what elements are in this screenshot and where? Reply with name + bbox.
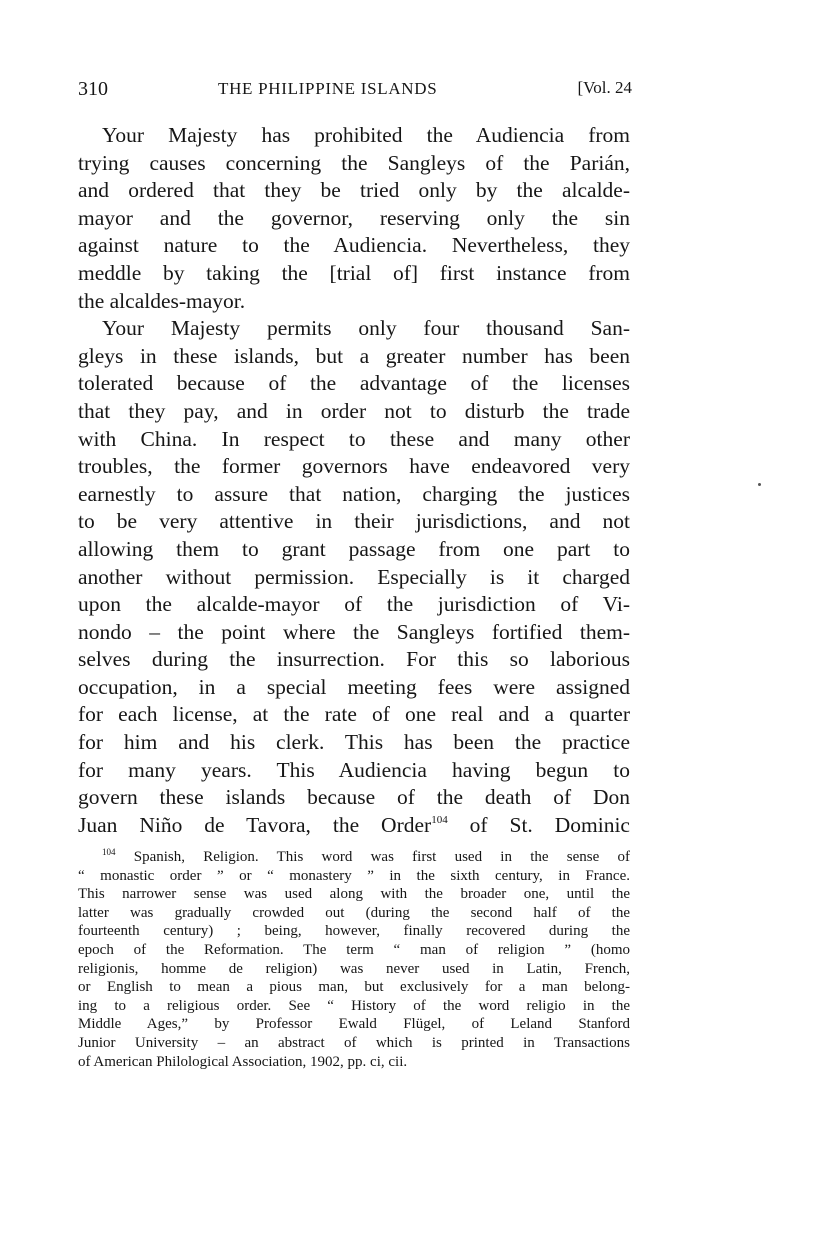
text-line: to be very attentive in their jurisdictions, and not bbox=[78, 509, 630, 534]
text-line: troubles, the former governors have endeavored very bbox=[78, 454, 630, 479]
text-line: govern these islands because of the death of Don bbox=[78, 785, 630, 810]
text-line: meddle by taking the [trial of] first instance from bbox=[78, 260, 630, 285]
text-line: Your Majesty has prohibited the Audiencia from bbox=[102, 123, 630, 147]
text-line: with China. In respect to these and many other bbox=[78, 426, 630, 451]
footnote-line: or English to mean a pious man, but exclusively for a man belong- bbox=[78, 979, 630, 996]
line-text: Juan Niño de Tavora, the Order bbox=[78, 812, 432, 837]
text-line: earnestly to assure that nation, charging the justices bbox=[78, 481, 630, 506]
footnote-reference[interactable]: 104 bbox=[431, 813, 448, 826]
text-line-with-note bbox=[78, 812, 630, 840]
footnote-line: epoch of the Reformation. The term “ man of religion ” (homo bbox=[78, 941, 630, 958]
running-title: THE PHILIPPINE ISLANDS bbox=[218, 79, 438, 98]
text-line: selves during the insurrection. For this so laborious bbox=[78, 647, 630, 672]
text-line: and ordered that they be tried only by the alcalde- bbox=[78, 178, 630, 203]
footnote-line: Junior University – an abstract of which is printed in Transactions bbox=[78, 1034, 630, 1051]
text-line: that they pay, and in order not to disturb the trade bbox=[78, 398, 630, 423]
text-line: for him and his clerk. This has been the practice bbox=[78, 730, 630, 755]
text-line: nondo – the point where the Sangleys fortified them- bbox=[78, 619, 630, 644]
footnote-line: fourteenth century) ; being, however, finally recovered during the bbox=[78, 923, 630, 940]
footnote-line: ing to a religious order. See “ History of the word religio in the bbox=[78, 997, 630, 1014]
footnote-line: religionis, homme de religion) was never used in Latin, French, bbox=[78, 960, 630, 977]
text-line: the alcaldes-mayor. bbox=[78, 288, 246, 313]
footnote-line bbox=[78, 848, 630, 867]
footnote-line: latter was gradually crowded out (during the second half of the bbox=[78, 904, 630, 921]
text-line: Your Majesty permits only four thousand San- bbox=[102, 316, 630, 341]
text-line: against nature to the Audiencia. Nevertheless, they bbox=[78, 233, 630, 258]
text-line: gleys in these islands, but a greater number has been bbox=[78, 343, 630, 368]
footnote-line: of American Philological Association, 1902, pp. ci, cii. bbox=[78, 1053, 408, 1070]
text-line: for each license, at the rate of one real and a quarter bbox=[78, 702, 630, 727]
line-text: of St. Dominic bbox=[447, 812, 630, 837]
text-line: upon the alcalde-mayor of the jurisdiction of Vi- bbox=[78, 592, 630, 617]
text-line: allowing them to grant passage from one part to bbox=[78, 536, 630, 561]
text-line: another without permission. Especially is it charged bbox=[78, 564, 630, 589]
text-line: tolerated because of the advantage of the licenses bbox=[78, 371, 630, 396]
text-line: for many years. This Audiencia having begun to bbox=[78, 757, 630, 782]
text-line: mayor and the governor, reserving only the sin bbox=[78, 205, 630, 230]
body-text bbox=[78, 122, 630, 839]
page-header bbox=[78, 78, 632, 102]
footnote-number: 104 bbox=[102, 848, 116, 857]
page-number: 310 bbox=[78, 78, 108, 100]
footnote-line: This narrower sense was used along with the broader one, until the bbox=[78, 886, 630, 903]
volume-label: [Vol. 24 bbox=[577, 78, 632, 97]
footnote-text: Spanish, Religion. This word was first used in the sense of bbox=[133, 849, 630, 865]
footnote bbox=[78, 848, 630, 1071]
text-line: occupation, in a special meeting fees were assigned bbox=[78, 674, 630, 699]
scan-speck bbox=[758, 483, 761, 486]
footnote-line: Middle Ages,” by Professor Ewald Flügel, of Leland Stanford bbox=[78, 1016, 630, 1033]
text-line: trying causes concerning the Sangleys of the Parián, bbox=[78, 150, 630, 175]
footnote-line: “ monastic order ” or “ monastery ” in the sixth century, in France. bbox=[78, 867, 630, 884]
